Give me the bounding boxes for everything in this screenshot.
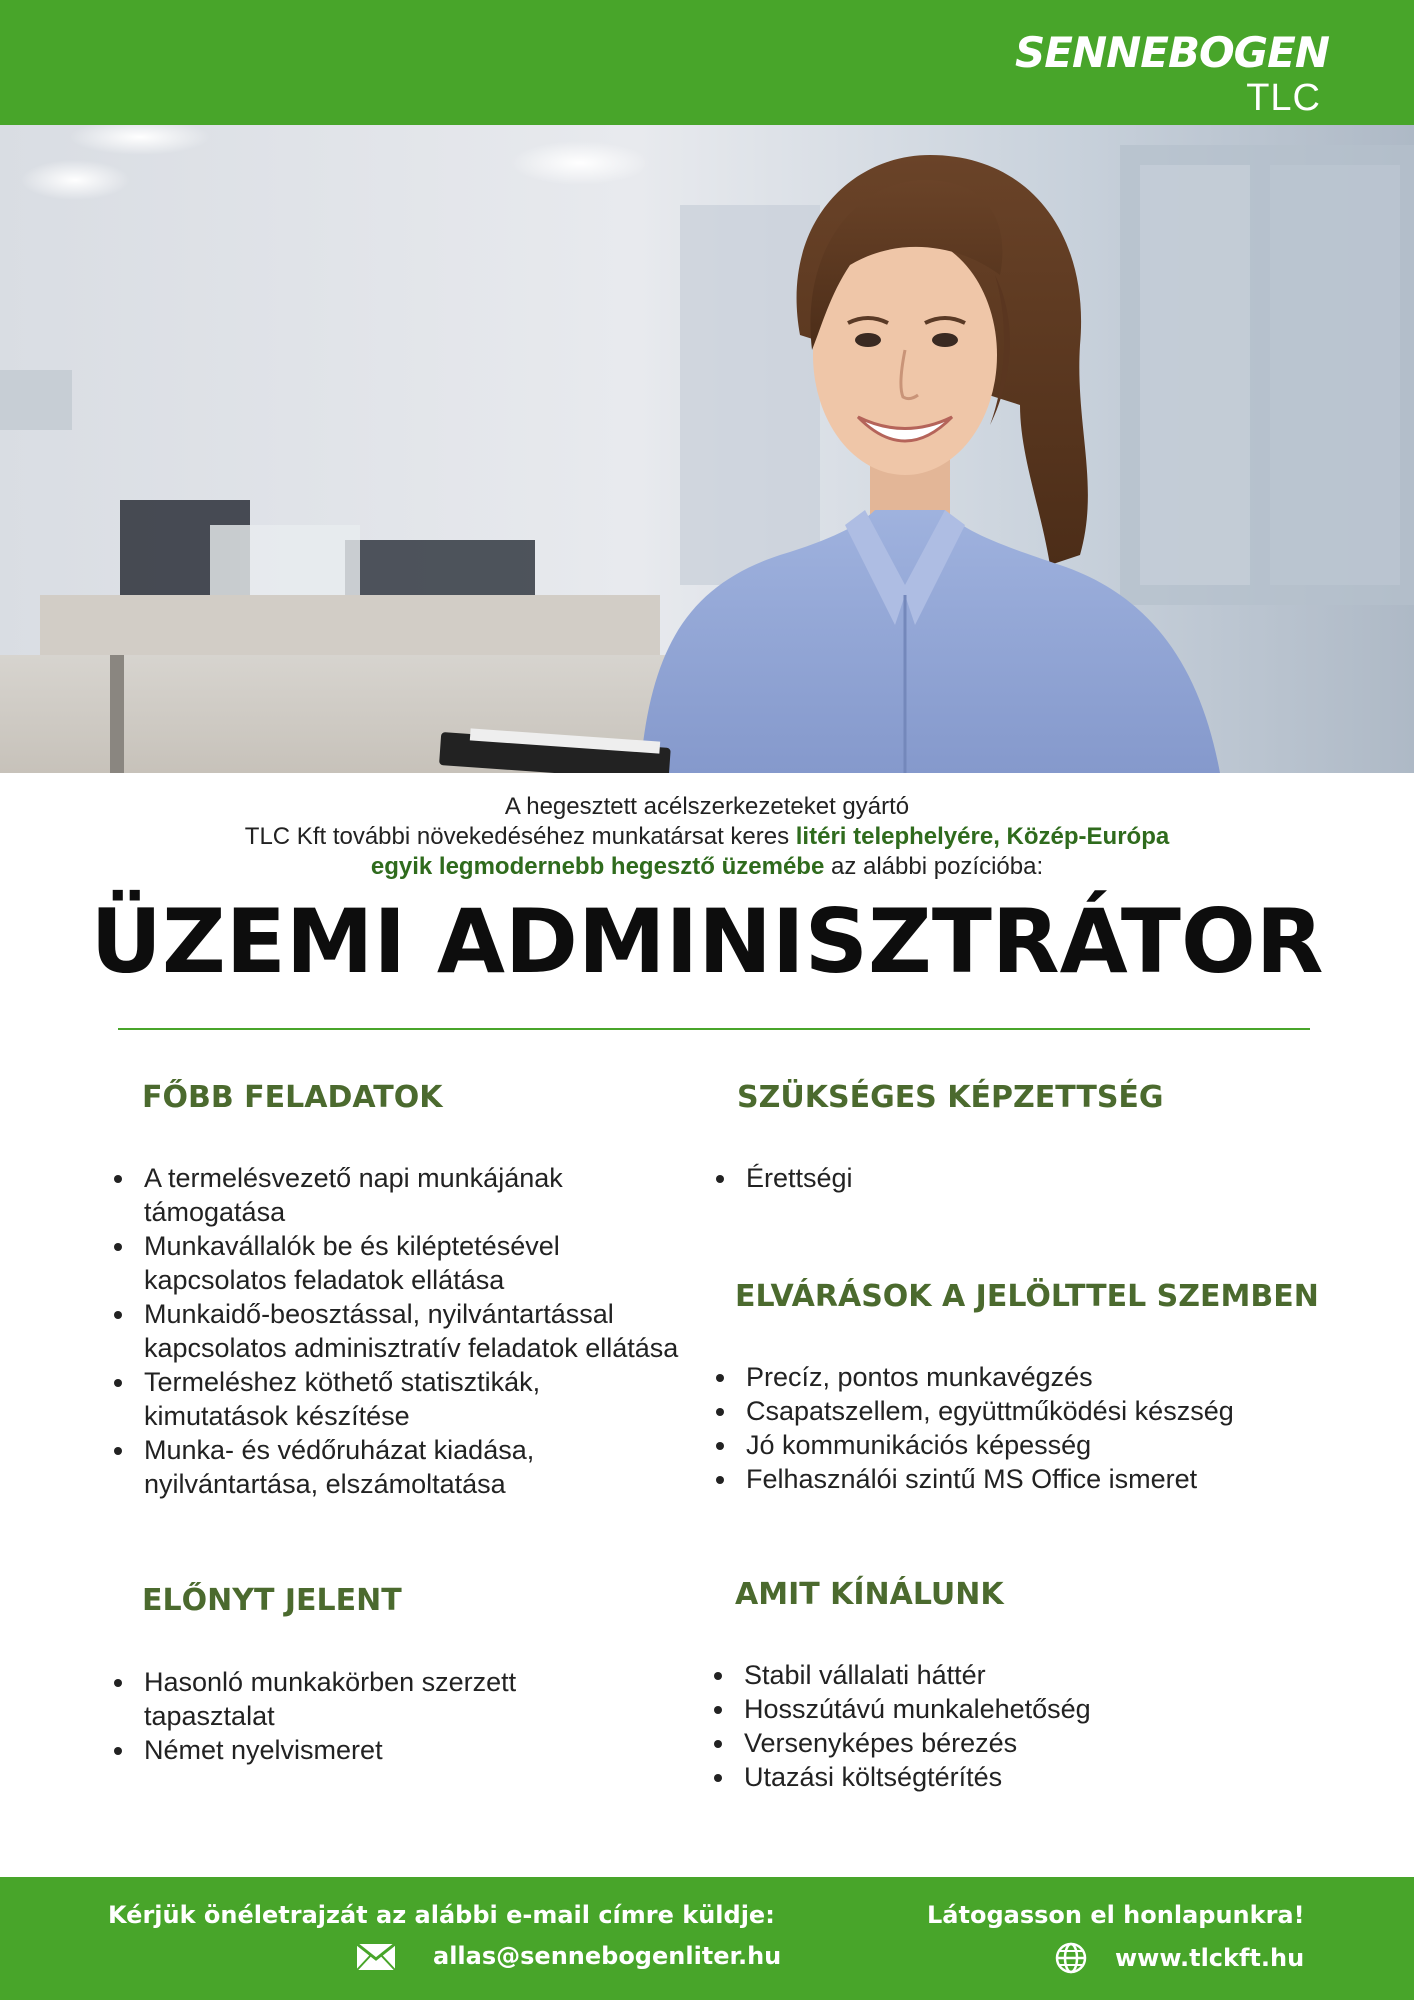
website-link[interactable]: www.tlckft.hu xyxy=(1115,1944,1305,1972)
visit-label: Látogasson el honlapunkra! xyxy=(927,1901,1305,1929)
header-bar xyxy=(0,0,1414,125)
offer-list xyxy=(710,1658,1310,1794)
intro-line-3 xyxy=(120,852,1294,882)
qualification-heading: SZÜKSÉGES KÉPZETTSÉG xyxy=(737,1080,1164,1115)
tasks-heading: FŐBB FELADATOK xyxy=(142,1080,443,1115)
list-item: Német nyelvismeret xyxy=(110,1733,610,1767)
email-link[interactable]: allas@sennebogenliter.hu xyxy=(433,1942,782,1970)
company-logo xyxy=(1015,28,1329,123)
list-item: Felhasználói szintű MS Office ismeret xyxy=(712,1462,1332,1496)
list-item: Hasonló munkakörben szerzett tapasztalat xyxy=(110,1665,610,1733)
offer-heading: AMIT KÍNÁLUNK xyxy=(735,1577,1004,1612)
list-item: A termelésvezető napi munkájának támogatása xyxy=(110,1161,690,1229)
send-cv-label: Kérjük önéletrajzát az alábbi e-mail címre küldje: xyxy=(108,1901,775,1929)
list-item: Munkaidő-beosztással, nyilvántartással kapcsolatos adminisztratív feladatok ellátása xyxy=(110,1297,690,1365)
advantage-list xyxy=(110,1665,610,1767)
envelope-icon xyxy=(356,1943,396,1976)
hero-photo xyxy=(0,125,1414,773)
expectations-heading: ELVÁRÁSOK A JELÖLTTEL SZEMBEN xyxy=(735,1279,1319,1314)
section-divider xyxy=(118,1028,1310,1030)
job-title: ÜZEMI ADMINISZTRÁTOR xyxy=(90,890,1324,993)
office-woman-photo xyxy=(0,125,1414,773)
list-item: Precíz, pontos munkavégzés xyxy=(712,1360,1332,1394)
intro-line-2 xyxy=(120,822,1294,852)
list-item: Stabil vállalati háttér xyxy=(710,1658,1310,1692)
logo-sub: TLC xyxy=(1246,77,1321,119)
expectations-list xyxy=(712,1360,1332,1496)
list-item: Hosszútávú munkalehetőség xyxy=(710,1692,1310,1726)
list-item: Versenyképes bérezés xyxy=(710,1726,1310,1760)
intro-text xyxy=(120,792,1294,882)
intro-line-1: A hegesztett acélszerkezeteket gyártó xyxy=(504,793,910,820)
logo-brand: SENNEBOGEN xyxy=(1015,28,1329,77)
list-item: Jó kommunikációs képesség xyxy=(712,1428,1332,1462)
intro-line-3-plain: az alábbi pozícióba: xyxy=(824,853,1044,880)
intro-line-2-plain: TLC Kft további növekedéséhez munkatársat keres xyxy=(244,823,796,850)
tasks-list xyxy=(110,1161,690,1501)
list-item: Utazási költségtérítés xyxy=(710,1760,1310,1794)
list-item: Termeléshez köthető statisztikák, kimutatások készítése xyxy=(110,1365,690,1433)
list-item: Csapatszellem, együttműködési készség xyxy=(712,1394,1332,1428)
list-item: Munkavállalók be és kiléptetésével kapcsolatos feladatok ellátása xyxy=(110,1229,690,1297)
globe-icon xyxy=(1055,1942,1087,1979)
footer-bar xyxy=(0,1877,1414,2000)
intro-line-3-bold: egyik legmodernebb hegesztő üzemébe xyxy=(370,853,825,880)
list-item: Érettségi xyxy=(712,1161,1312,1195)
qualification-list xyxy=(712,1161,1312,1195)
advantage-heading: ELŐNYT JELENT xyxy=(142,1583,402,1618)
list-item: Munka- és védőruházat kiadása, nyilvántartása, elszámoltatása xyxy=(110,1433,690,1501)
intro-line-2-bold: litéri telephelyére, Közép-Európa xyxy=(795,823,1170,850)
